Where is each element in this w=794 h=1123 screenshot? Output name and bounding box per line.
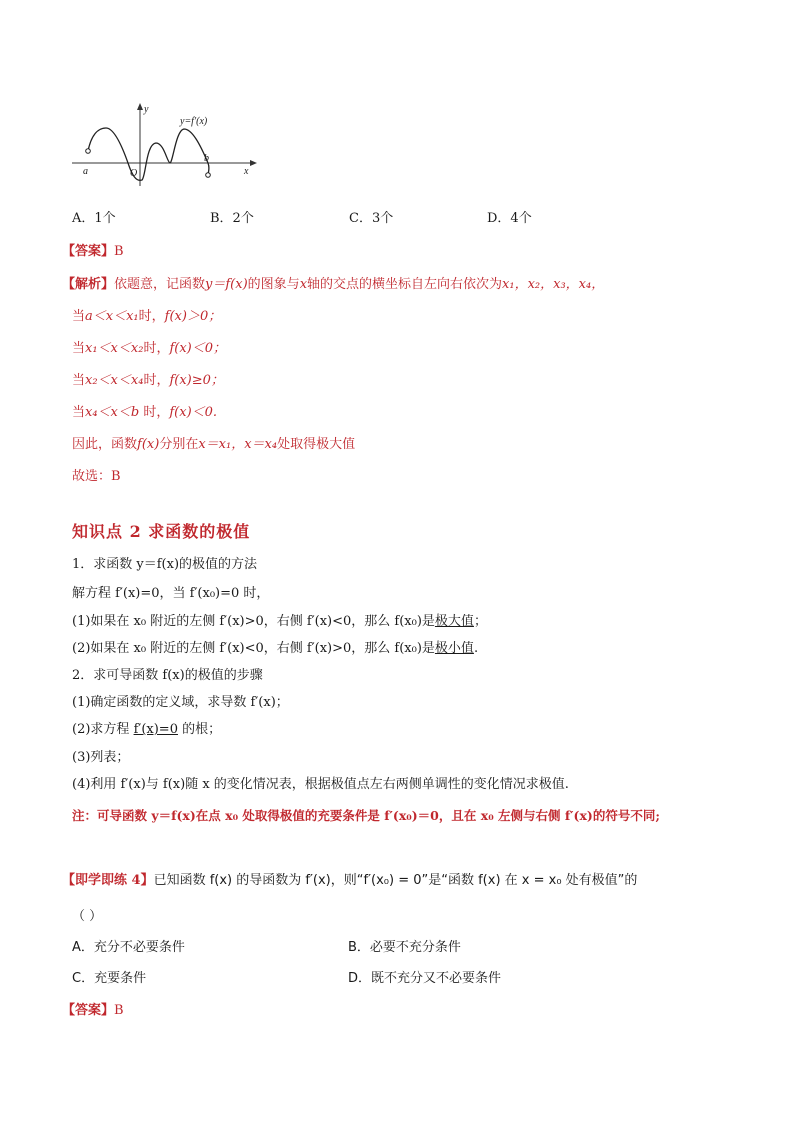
analysis-mid: 的图象与 <box>247 277 300 292</box>
line2-res: f(x)＜0； <box>169 341 227 356</box>
origin-label: O <box>130 168 138 179</box>
p3-text: (1)如果在 x₀ 附近的左侧 f′(x)>0，右侧 f′(x)<0，那么 f(x₀)是 <box>72 614 435 629</box>
conclusion-f: f(x) <box>137 437 160 452</box>
analysis-line-3 <box>72 369 224 388</box>
p7-underline: f′(x)=0 <box>133 722 178 737</box>
section2-p6: (1)确定函数的定义域，求导数 f′(x)； <box>72 695 289 710</box>
line4-res: f(x)＜0. <box>169 405 218 420</box>
conclusion-d: 处取得极大值 <box>277 437 356 452</box>
q4-option-c: C．充要条件 <box>72 971 147 986</box>
p3-underline: 极大值 <box>434 614 474 629</box>
section2-p1: 1．求函数 y＝f(x)的极值的方法 <box>72 557 258 572</box>
x-axis-label: x <box>244 166 249 177</box>
line1-mid: 时， <box>138 309 165 324</box>
curve-label: y=f′(x) <box>180 116 208 127</box>
q4-option-a: A．充分不必要条件 <box>72 940 185 955</box>
line2-mid: 时， <box>143 341 170 356</box>
line2-pre: 当 <box>72 341 86 356</box>
option-b: B．2个 <box>210 211 254 226</box>
x-axis-arrow <box>250 160 257 166</box>
derivative-curve <box>88 128 209 180</box>
section-heading: 知识点 2 求函数的极值 <box>72 522 251 541</box>
section2-p2: 解方程 f′(x)=0，当 f′(x₀)=0 时， <box>72 586 270 601</box>
p4-text: (2)如果在 x₀ 附近的左侧 f′(x)<0，右侧 f′(x)>0，那么 f(x₀)是 <box>72 641 435 656</box>
q4-tag: 【即学即练 4】 <box>62 873 154 888</box>
line1-cond: a＜x＜x₁ <box>85 309 139 324</box>
y-axis-arrow <box>137 103 143 110</box>
analysis-points: x₁，x₂，x₃，x₄， <box>502 277 605 292</box>
line3-pre: 当 <box>72 373 86 388</box>
p7-end: 的根； <box>177 722 222 737</box>
b-label: b <box>204 153 209 164</box>
analysis-func: y＝f(x) <box>205 277 248 292</box>
section2-note: 注：可导函数 y＝f(x)在点 x₀ 处取得极值的充要条件是 f′(x₀)＝0，且在 x₀ 左侧与右侧 f′(x)的符号不同; <box>72 808 660 823</box>
derivative-graph <box>72 100 262 190</box>
line3-mid: 时， <box>143 373 170 388</box>
section2-p3 <box>72 610 487 629</box>
analysis-lead: 依题意，记函数 <box>114 277 206 292</box>
line4-pre: 当 <box>72 405 86 420</box>
section2-p9: (4)利用 f′(x)与 f(x)随 x 的变化情况表，根据极值点左右两侧单调性的变化情况求极值. <box>72 777 569 792</box>
option-a: A．1个 <box>72 211 116 226</box>
answer-tag: 【答案】 <box>62 244 115 259</box>
answer4-value: B <box>114 1003 124 1018</box>
option-d: D．4个 <box>487 211 532 226</box>
line1-pre: 当 <box>72 309 86 324</box>
question-4 <box>62 869 637 888</box>
analysis-conclusion <box>72 433 355 452</box>
line1-res: f(x)＞0； <box>164 309 222 324</box>
conclusion-a: 因此，函数 <box>72 437 138 452</box>
section2-p7 <box>72 718 221 737</box>
analysis-xvar: x <box>299 277 308 292</box>
option-c: C．3个 <box>349 211 394 226</box>
p3-end: ； <box>473 614 487 629</box>
analysis-tail: 轴的交点的横坐标自左向右依次为 <box>307 277 503 292</box>
a-label: a <box>83 166 88 177</box>
answer-value: B <box>114 244 124 259</box>
endpoint-b <box>206 173 211 178</box>
analysis-line-2 <box>72 337 226 356</box>
analysis-line-4 <box>72 401 217 420</box>
section2-p8: (3)列表； <box>72 750 130 765</box>
section2-p4 <box>72 637 478 656</box>
endpoint-a <box>86 149 91 154</box>
analysis-final: 故选：B <box>72 469 121 484</box>
answer-1 <box>62 240 124 259</box>
line4-cond: x₄＜x＜b <box>85 405 140 420</box>
q4-option-d: D．既不充分又不必要条件 <box>348 971 502 986</box>
analysis-tag: 【解析】 <box>62 277 115 292</box>
y-axis-label: y <box>144 104 149 115</box>
analysis-intro <box>62 273 604 292</box>
answer-4 <box>62 999 124 1018</box>
q4-text: 已知函数 f(x) 的导函数为 f′(x)，则“f′(x₀) = 0”是“函数 f(x) 在 x = x₀ 处有极值”的 <box>153 873 638 888</box>
section2-p5: 2．求可导函数 f(x)的极值的步骤 <box>72 668 263 683</box>
p7-text: (2)求方程 <box>72 722 134 737</box>
answer4-tag: 【答案】 <box>62 1003 115 1018</box>
line4-mid: 时， <box>139 405 170 420</box>
line3-res: f(x)≥0； <box>169 373 224 388</box>
conclusion-b: 分别在 <box>159 437 199 452</box>
q4-blank: （ ） <box>72 909 103 924</box>
line3-cond: x₂＜x＜x₄ <box>85 373 144 388</box>
p4-underline: 极小值 <box>434 641 474 656</box>
q4-option-b: B．必要不充分条件 <box>348 940 461 955</box>
line2-cond: x₁＜x＜x₂ <box>85 341 144 356</box>
analysis-line-1 <box>72 305 221 324</box>
p4-end: . <box>473 641 479 656</box>
conclusion-c: x＝x₁，x＝x₄ <box>198 437 278 452</box>
